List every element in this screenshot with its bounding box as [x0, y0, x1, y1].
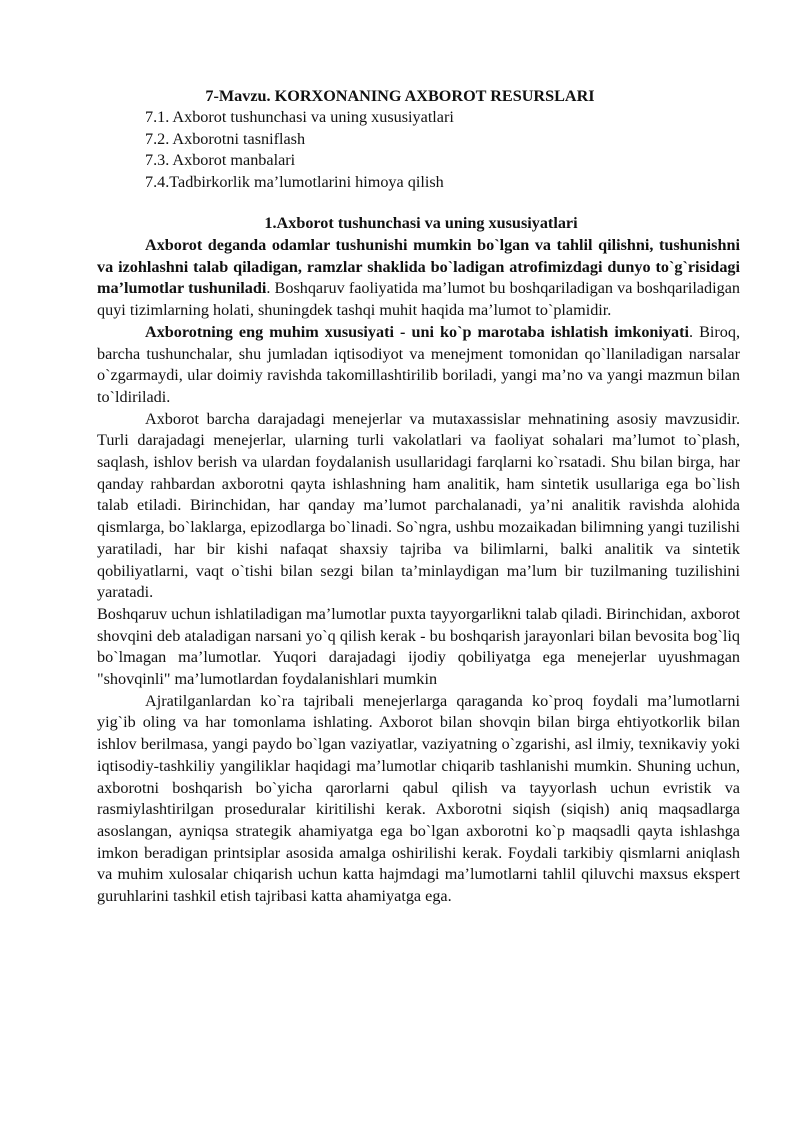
toc-item: 7.4.Tadbirkorlik ma’lumotlarini himoya qilish: [145, 173, 444, 192]
paragraph: Ajratilganlardan ko`ra tajribali menejerlarga qaraganda ko`proq foydali ma’lumotlarni yig`ib oling va har tomonlama ishlating. Axborot bilan shovqin bilan birga ehtiyotkorlik bilan ishlov berilmasa, yangi paydo bo`lgan vaziyatlar, vaziyatning o`zgarishi, asl ilmiy, texnikaviy yoki iqtisodiy-tashkiliy yangiliklar haqidagi ma’lumotlar chiqarib tashlanishi mumkin. Shuning uchun, axborotni boshqarish bo`yicha qarorlarni qabul qilish va tayyorlash uchun evristik va rasmiylashtirilgan proseduralar kiritilishi kerak. Axborotni siqish (siqish) aniq maqsadlarga asoslangan, ayniqsa strategik ahamiyatga ega bo`lgan axborotni ko`p maqsadli qayta ishlashga imkon beradigan printsiplar asosida amalga oshirilishi kerak. Foydali tarkibiy qismlarni aniqlash va muhim xulosalar chiqarish uchun katta hajmdagi ma’lumotlarni tahlil qiluvchi maxsus ekspert guruhlarini tashkil etish tajribasi katta ahamiyatga ega.: [97, 691, 740, 906]
toc-item: 7.3. Axborot manbalari: [145, 151, 296, 170]
section-heading: 1.Axborot tushunchasi va uning xususiyatlari: [264, 214, 578, 232]
toc-item: 7.1. Axborot tushunchasi va uning xususiyatlari: [145, 108, 454, 126]
paragraph: [97, 322, 740, 409]
document-body: [97, 235, 740, 908]
paragraph: [97, 235, 740, 322]
paragraph-text: . Boshqaruv faoliyatida ma’lumot bu boshqariladigan va boshqariladigan quyi tizimlarning holati, shuningdek tashqi muhit haqida ma’lumot to`plamidir.: [97, 279, 740, 320]
bold-definition: Axborot deganda odamlar tushunishi mumkin bo`lgan va tahlil qilishni, tushunishni va izohlashni talab qiladigan, ramzlar shaklida bo`ladigan atrofimizdagi dunyo to`g`risidagi ma’lumotlar tushuniladi: [97, 236, 740, 298]
paragraph: Boshqaruv uchun ishlatiladigan ma’lumotlar puxta tayyorgarlikni talab qiladi. Birinchidan, axborot shovqini deb ataladigan narsani yo`q qilish kerak - bu boshqarish jarayonlari bilan bevosita bog`liq bo`lmagan ma’lumotlar. Yuqori darajadagi ijodiy qobiliyatga ega menejerlar uyushmagan "shovqinli" ma’lumotlardan foydalanishlari mumkin: [97, 604, 741, 689]
page-title: 7-Mavzu. KORXONANING AXBOROT RESURSLARI: [205, 87, 595, 105]
toc-item: 7.2. Axborotni tasniflash: [145, 129, 306, 148]
paragraph-text: . Biroq, barcha tushunchalar, shu jumladan iqtisodiyot va menejment tomonidan qo`llaniladigan narsalar o`zgarmaydi, ular doimiy ravishda takomillashtirilib boriladi, yangi ma’no va yangi mazmun bilan to`ldiriladi.: [97, 322, 741, 406]
table-of-contents: [145, 107, 454, 194]
paragraph: Axborot barcha darajadagi menejerlar va mutaxassislar mehnatining asosiy mavzusidir. Turli darajadagi menejerlar, ularning turli vakolatlari va faoliyat sohalari ma’lumot to`plash, saqlash, ishlov berish va ulardan foydalanish usullaridagi farqlarni ko`rsatadi. Shu bilan birga, har qanday rahbardan axborotni qayta ishlashning ham analitik, ham sintetik usullariga ega bo`lish talab etiladi. Birinchidan, har qanday ma’lumot parchalanadi, ya’ni analitik ravishda alohida qismlarga, bo`laklarga, epizodlarga bo`linadi. So`ngra, ushbu mozaikadan bilimning yangi tuzilishi yaratiladi, har bir kishi nafaqat shaxsiy tajriba va bilimlarni, balki analitik va sintetik qobiliyatlarni, vaqt o`tishi bilan sezgi bilan ta’minlaydigan ma’lum bir tuzilmaning tuzilishini yaratadi.: [97, 409, 740, 602]
bold-definition: Axborotning eng muhim xususiyati - uni ko`p marotaba ishlatish imkoniyati: [145, 322, 689, 341]
